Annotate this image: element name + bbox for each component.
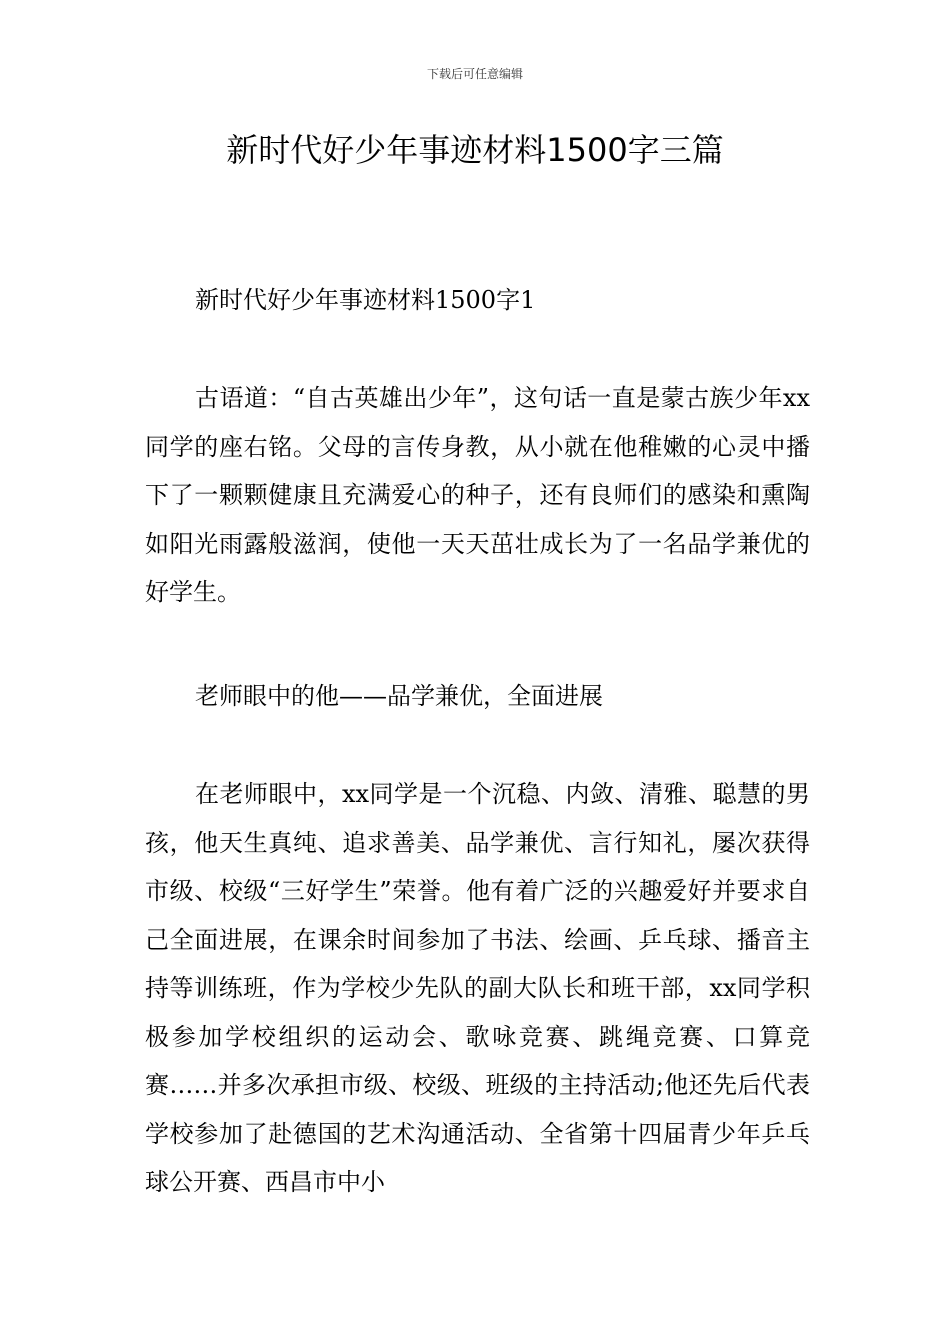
section-heading: 新时代好少年事迹材料1500字1 bbox=[195, 286, 536, 314]
document-title: 新时代好少年事迹材料1500字三篇 bbox=[226, 131, 724, 169]
paragraph-1: 古语道：“自古英雄出少年”，这句话一直是蒙古族少年xx同学的座右铭。父母的言传身教，从小就在他稚嫩的心灵中播下了一颗颗健康且充满爱心的种子，还有良师们的感染和熏陶如阳光雨露般滋润，使他一天天茁壮成长为了一名品学兼优的好学生。 bbox=[145, 384, 810, 606]
paragraph-2: 在老师眼中，xx同学是一个沉稳、内敛、清雅、聪慧的男孩，他天生真纯、追求善美、品学兼优、言行知礼，屡次获得市级、校级“三好学生”荣誉。他有着广泛的兴趣爱好并要求自己全面进展，在课余时间参加了书法、绘画、乒乓球、播音主持等训练班，作为学校少先队的副大队长和班干部，xx同学积极参加学校组织的运动会、歌咏竞赛、跳绳竞赛、口算竞赛……并多次承担市级、校级、班级的主持活动;他还先后代表学校参加了赴德国的艺术沟通活动、全省第十四届青少年乒乓球公开赛、西昌市中小 bbox=[145, 780, 810, 1196]
subheading: 老师眼中的他——品学兼优，全面进展 bbox=[195, 682, 603, 710]
header-note: 下载后可任意编辑 bbox=[426, 67, 523, 81]
